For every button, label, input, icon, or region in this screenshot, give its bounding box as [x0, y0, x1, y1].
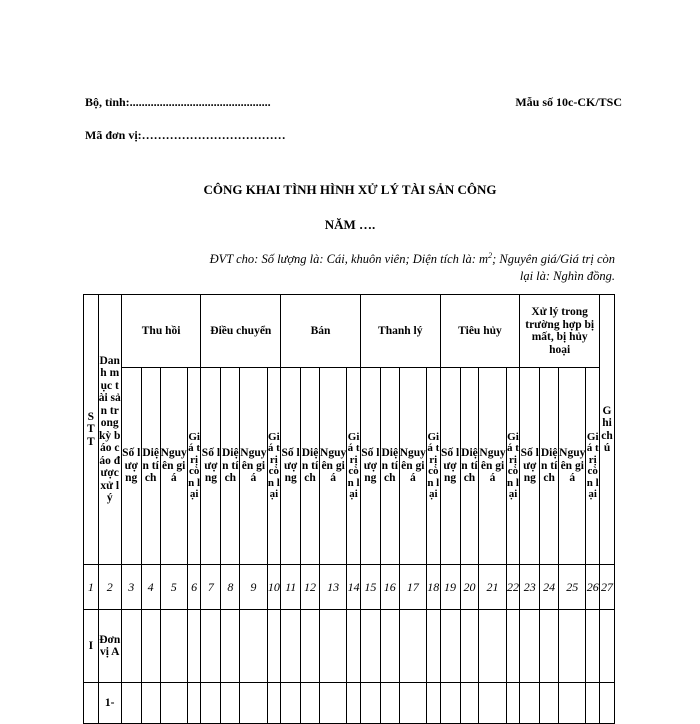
- table-cell: [426, 610, 440, 683]
- column-number: 12: [301, 565, 320, 610]
- table-cell: [141, 610, 160, 683]
- table-cell: [540, 683, 559, 724]
- unit-note-text-rest: ; Nguyên giá/Giá trị còn lại là: Nghìn đồng.: [492, 252, 615, 284]
- column-number: 25: [559, 565, 586, 610]
- table-cell: [586, 610, 600, 683]
- subcol-area: Diện tích: [141, 368, 160, 565]
- header-row-subcolumns: [84, 368, 615, 565]
- column-number: 24: [540, 565, 559, 610]
- table-cell: [380, 610, 399, 683]
- subcol-original-value: Nguyên giá: [479, 368, 506, 565]
- unit-code-label: Mã đơn vị:………………………………: [85, 128, 286, 142]
- unit-note-text: ĐVT cho: Số lượng là: Cái, khuôn viên; Diện tích là: m: [209, 252, 489, 267]
- table-cell: [201, 683, 221, 724]
- table-cell: [347, 683, 361, 724]
- column-number: 18: [426, 565, 440, 610]
- table-cell: [540, 610, 559, 683]
- table-row: [84, 610, 615, 683]
- header-row-groups: [84, 295, 615, 368]
- row-stt: [84, 683, 99, 724]
- column-number: 1: [84, 565, 99, 610]
- col-note-header: Ghi chú: [600, 295, 615, 565]
- column-number: 8: [221, 565, 240, 610]
- subcol-remaining-value: Giá trị còn lại: [506, 368, 520, 565]
- column-number: 13: [319, 565, 346, 610]
- document-title: CÔNG KHAI TÌNH HÌNH XỬ LÝ TÀI SẢN CÔNG: [203, 182, 497, 197]
- subcol-remaining-value: Giá trị còn lại: [187, 368, 201, 565]
- subcol-quantity: Số lượng: [520, 368, 540, 565]
- table-cell: [267, 610, 281, 683]
- subcol-remaining-value: Giá trị còn lại: [347, 368, 361, 565]
- column-number: 26: [586, 565, 600, 610]
- row-stt: I: [84, 610, 99, 683]
- column-number: 11: [281, 565, 301, 610]
- table-cell: [559, 683, 586, 724]
- table-cell: [301, 610, 320, 683]
- subcol-quantity: Số lượng: [201, 368, 221, 565]
- column-number: 3: [121, 565, 141, 610]
- subcol-original-value: Nguyên giá: [399, 368, 426, 565]
- subcol-remaining-value: Giá trị còn lại: [267, 368, 281, 565]
- row-asset-name: Đơn vị A: [98, 610, 121, 683]
- column-number: 9: [240, 565, 267, 610]
- table-cell: [319, 683, 346, 724]
- group-header: Xử lý trong trường hợp bị mất, bị hủy hoại: [520, 295, 600, 368]
- table-cell: [479, 610, 506, 683]
- group-header: Thu hồi: [121, 295, 201, 368]
- table-cell: [240, 610, 267, 683]
- column-number: 15: [360, 565, 380, 610]
- table-cell: [460, 683, 479, 724]
- subcol-area: Diện tích: [540, 368, 559, 565]
- subcol-original-value: Nguyên giá: [319, 368, 346, 565]
- subcol-original-value: Nguyên giá: [160, 368, 187, 565]
- subcol-remaining-value: Giá trị còn lại: [426, 368, 440, 565]
- column-number: 23: [520, 565, 540, 610]
- row-asset-name: 1-: [98, 683, 121, 724]
- group-header: Tiêu hủy: [440, 295, 520, 368]
- subcol-quantity: Số lượng: [440, 368, 460, 565]
- column-number: 10: [267, 565, 281, 610]
- table-cell: [520, 610, 540, 683]
- table-cell: [506, 610, 520, 683]
- subcol-area: Diện tích: [460, 368, 479, 565]
- subcol-original-value: Nguyên giá: [559, 368, 586, 565]
- column-number: 27: [600, 565, 615, 610]
- table-cell: [187, 683, 201, 724]
- subcol-original-value: Nguyên giá: [240, 368, 267, 565]
- table-cell: [201, 610, 221, 683]
- subcol-area: Diện tích: [221, 368, 240, 565]
- form-number: Mẫu số 10c-CK/TSC: [515, 95, 622, 109]
- group-header: Thanh lý: [360, 295, 440, 368]
- table-cell: [520, 683, 540, 724]
- table-cell: [600, 683, 615, 724]
- column-number: 16: [380, 565, 399, 610]
- column-number: 20: [460, 565, 479, 610]
- column-number: 21: [479, 565, 506, 610]
- table-cell: [506, 683, 520, 724]
- column-number: 22: [506, 565, 520, 610]
- column-number: 14: [347, 565, 361, 610]
- table-cell: [440, 683, 460, 724]
- table-cell: [121, 683, 141, 724]
- subcol-area: Diện tích: [301, 368, 320, 565]
- table-cell: [399, 683, 426, 724]
- year-label: NĂM ….: [324, 217, 376, 232]
- table-cell: [586, 683, 600, 724]
- subcol-quantity: Số lượng: [281, 368, 301, 565]
- col-category-header: Danh mục tài sản trong kỳ báo cáo được xử lý: [98, 295, 121, 565]
- table-cell: [160, 683, 187, 724]
- column-number: 7: [201, 565, 221, 610]
- table-cell: [221, 610, 240, 683]
- table-cell: [399, 610, 426, 683]
- table-cell: [380, 683, 399, 724]
- table-cell: [301, 683, 320, 724]
- subcol-remaining-value: Giá trị còn lại: [586, 368, 600, 565]
- table-cell: [347, 610, 361, 683]
- table-cell: [281, 683, 301, 724]
- table-row: [84, 683, 615, 724]
- ministry-province-label: Bộ, tỉnh:...............................................: [85, 95, 271, 109]
- column-number: 19: [440, 565, 460, 610]
- table-cell: [281, 610, 301, 683]
- column-number: 2: [98, 565, 121, 610]
- table-cell: [426, 683, 440, 724]
- table-cell: [141, 683, 160, 724]
- table-cell: [160, 610, 187, 683]
- group-header: Bán: [281, 295, 361, 368]
- table-cell: [440, 610, 460, 683]
- table-cell: [121, 610, 141, 683]
- table-cell: [559, 610, 586, 683]
- column-number: 6: [187, 565, 201, 610]
- table-cell: [360, 683, 380, 724]
- table-cell: [240, 683, 267, 724]
- subcol-area: Diện tích: [380, 368, 399, 565]
- group-header: Điều chuyển: [201, 295, 281, 368]
- table-cell: [319, 610, 346, 683]
- table-cell: [187, 610, 201, 683]
- col-stt-header: STT: [84, 295, 99, 565]
- unit-note-superscript: 2: [488, 251, 493, 260]
- column-number-row: [84, 565, 615, 610]
- column-number: 4: [141, 565, 160, 610]
- table-cell: [479, 683, 506, 724]
- column-number: 5: [160, 565, 187, 610]
- subcol-quantity: Số lượng: [360, 368, 380, 565]
- table-cell: [221, 683, 240, 724]
- unit-note: [200, 247, 615, 285]
- table-cell: [360, 610, 380, 683]
- column-number: 17: [399, 565, 426, 610]
- table-cell: [460, 610, 479, 683]
- subcol-quantity: Số lượng: [121, 368, 141, 565]
- disposal-table: [83, 294, 615, 724]
- table-cell: [600, 610, 615, 683]
- table-cell: [267, 683, 281, 724]
